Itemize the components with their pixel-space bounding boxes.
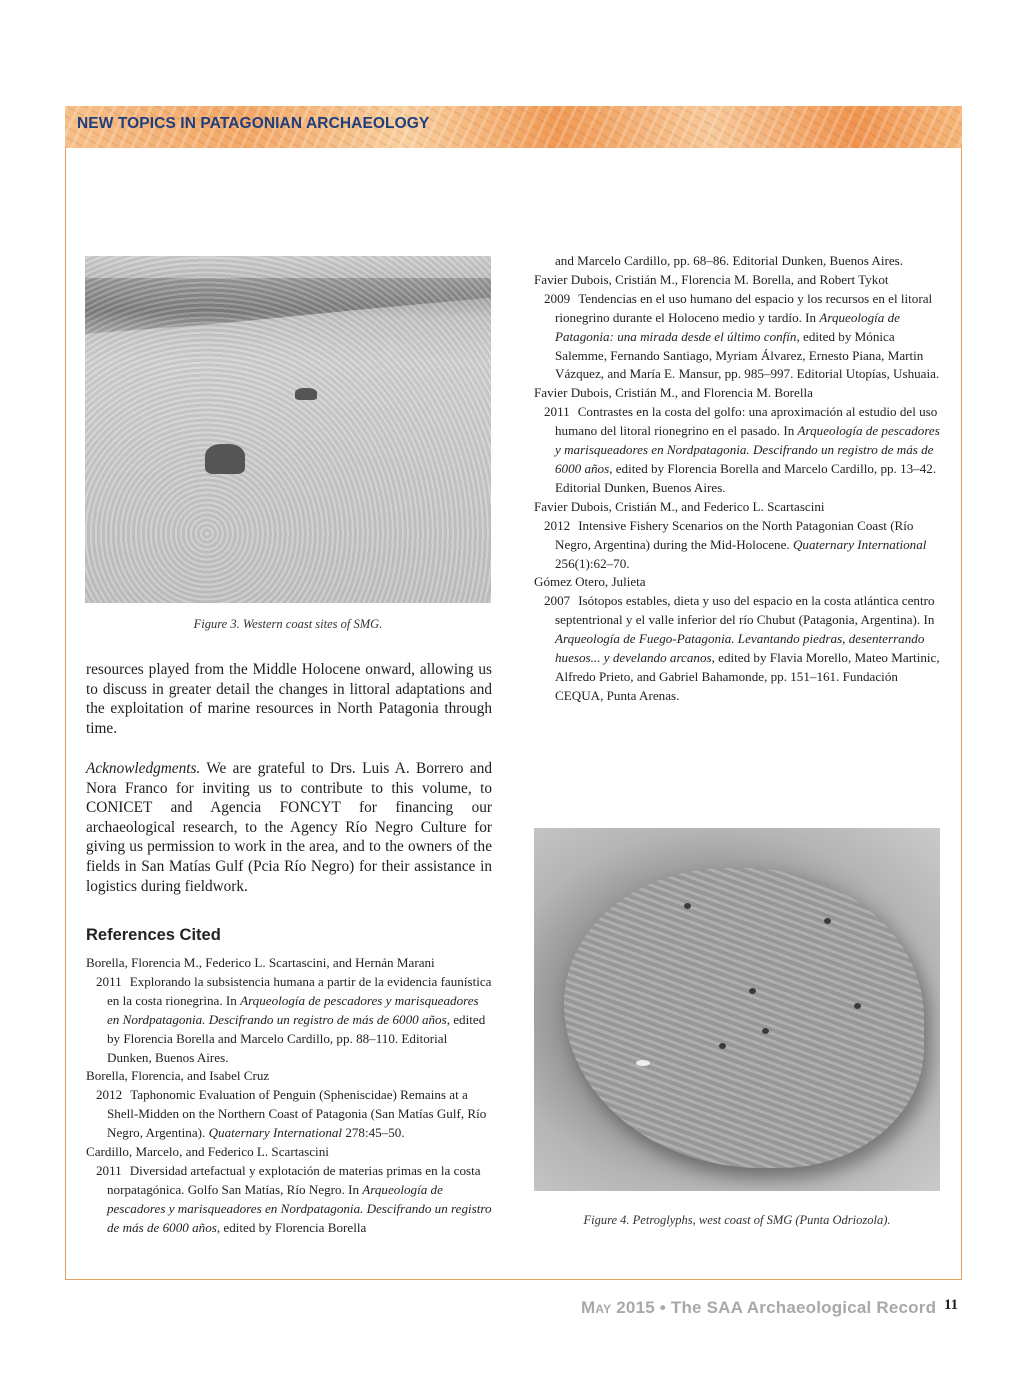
reference-author: Favier Dubois, Cristián M., and Florencia M. Borella [534,385,813,401]
reference-entry [534,403,940,498]
petroglyph-mark [854,1003,861,1009]
petroglyph-mark [749,988,756,994]
reference-item [86,1067,492,1143]
reference-text: Contrastes en la costa del golfo: una aproximación al estudio del uso humano del litoral rionegrino en el pasado. In [555,404,938,439]
reference-year: 2009 [544,290,571,306]
reference-author: Cardillo, Marcelo, and Federico L. Scartascini [86,1144,329,1160]
reference-text: Explorando la subsistencia humana a partir de la evidencia faunística en la costa rionegrina. In [107,973,492,1008]
petroglyph-mark [719,1043,726,1049]
photo-rock [564,868,924,1168]
reference-entry [534,517,940,574]
reference-rest: , edited by Flavia Morello, Mateo Martinic, Alfredo Prieto, and Gabriel Bahamonde, pp. 151–161. Fundación CEQUA, Punta Arenas. [555,650,940,703]
reference-entry [86,1162,492,1238]
reference-rest: , edited by Florencia Borella [216,1219,367,1235]
reference-item [86,954,492,1067]
reference-italic: Arqueología de Fuego-Patagonia. Levantando piedras, desenterrando huesos... y develando arcanos [555,631,925,666]
petroglyph-mark [684,903,691,909]
reference-author: Favier Dubois, Cristián M., Florencia M. Borella, and Robert Tykot [534,271,889,287]
reference-year: 2011 [96,973,122,989]
reference-item [534,573,940,705]
reference-year: 2007 [544,593,571,609]
reference-entry [534,592,940,705]
reference-rest: 256(1):62–70. [555,555,630,571]
reference-entry [534,290,940,385]
section-title: NEW TOPICS IN PATAGONIAN ARCHAEOLOGY [77,115,430,132]
reference-author: Borella, Florencia, and Isabel Cruz [86,1068,270,1084]
reference-author: Favier Dubois, Cristián M., and Federico L. Scartascini [534,498,825,514]
reference-italic: Quaternary International [208,1125,343,1141]
body-paragraph: resources played from the Middle Holocene onward, allowing us to discuss in greater detail the changes in littoral adaptations and the exploitation of marine resources in North Patagonia through time. [86,661,492,737]
reference-rest: , edited by Florencia Borella and Marcelo Cardillo, pp. 13–42. Editorial Dunken, Buenos Aires. [555,460,937,495]
section-banner [65,106,962,148]
reference-year: 2012 [544,517,571,533]
reference-author: Borella, Florencia M., Federico L. Scartascini, and Hernán Marani [86,955,435,970]
reference-entry [86,1086,492,1143]
reference-item [534,384,940,497]
reference-rest: , edited by Florencia Borella and Marcelo Cardillo, pp. 88–110. Editorial Dunken, Buenos Aires. [107,1011,486,1065]
reference-italic: Arqueología de pescadores y marisqueadores en Nordpatagonia. Descifrando un registro de más de 6000 años [107,1181,492,1235]
reference-item [86,1143,492,1238]
acknowledgments-paragraph [86,759,492,896]
reference-year: 2011 [544,404,570,420]
photo-person [205,444,245,474]
reference-text: Taphonomic Evaluation of Penguin (Spheniscidae) Remains at a Shell-Midden on the Northern Coast of Patagonia (San Matías Gulf, Río Negro, Argentina). [107,1087,487,1141]
photo-sand [85,256,491,603]
acknowledgments-text: We are grateful to Drs. Luis A. Borrero and Nora Franco for inviting us to contribute to this volume, to CONICET and Agencia FONCYT for financing our archaeological research, to the Agency Río Negro Culture for giving us permission to work in the area, and to the owners of the fields in San Matías Gulf (Pcia Río Negro) for their assistance in logistics during fieldwork. [86,760,492,895]
figure-3-caption: Figure 3. Western coast sites of SMG. [193,617,383,631]
figure-4-caption: Figure 4. Petroglyphs, west coast of SMG (Punta Odriozola). [583,1213,891,1227]
reference-rest: , edited by Mónica Salemme, Fernando Santiago, Myriam Álvarez, Ernesto Piana, Martin Vázquez, and María E. Mansur, pp. 985–997. Editorial Utopías, Ushuaia. [555,328,940,382]
reference-italic: Quaternary International [792,536,927,552]
reference-text: Diversidad artefactual y explotación de materias primas en la costa norpatagónica. Golfo San Matías, Río Negro. In [107,1162,481,1197]
figure-4-photo [534,828,940,1191]
reference-year: 2011 [96,1162,122,1178]
petroglyph-mark [762,1028,769,1034]
reference-author: Gómez Otero, Julieta [534,574,646,590]
footer-journal: 2015 • The SAA Archaeological Record [611,1298,937,1317]
references-right-column [534,252,940,706]
page-number: 11 [944,1297,959,1313]
reference-year: 2012 [96,1087,123,1103]
reference-text: Intensive Fishery Scenarios on the North Patagonian Coast (Río Negro, Argentina) during the Mid-Holocene. [555,517,914,552]
reference-continuation: and Marcelo Cardillo, pp. 68–86. Editorial Dunken, Buenos Aires. [555,253,904,268]
reference-item [534,498,940,574]
figure-3-photo [85,256,491,603]
journal-footer [581,1298,936,1318]
photo-person [295,388,317,400]
reference-entry [86,973,492,1068]
footer-month: May [581,1298,612,1317]
acknowledgments-label: Acknowledgments. [86,760,201,777]
reference-item [534,271,940,384]
reference-text: Tendencias en el uso humano del espacio y los recursos en el litoral rionegrino durante el Holoceno medio y tardío. In [555,290,933,325]
reference-italic: Arqueología de pescadores y marisqueadores en Nordpatagonia. Descifrando un registro de más de 6000 años [107,992,479,1027]
reference-rest: 278:45–50. [342,1125,405,1141]
reference-italic: Arqueología de Patagonia: una mirada desde el último confín [555,309,900,344]
petroglyph-mark [824,918,831,924]
reference-italic: Arqueología de pescadores y marisqueadores en Nordpatagonia. Descifrando un registro de más de 6000 años [555,423,940,476]
references-left-column [86,954,492,1238]
references-heading: References Cited [86,926,221,944]
reference-text: Isótopos estables, dieta y uso del espacio en la costa atlántica centro septentrional y el valle inferior del río Chubut (Patagonia, Argentina). In [555,593,935,628]
scale-marker [636,1060,650,1066]
